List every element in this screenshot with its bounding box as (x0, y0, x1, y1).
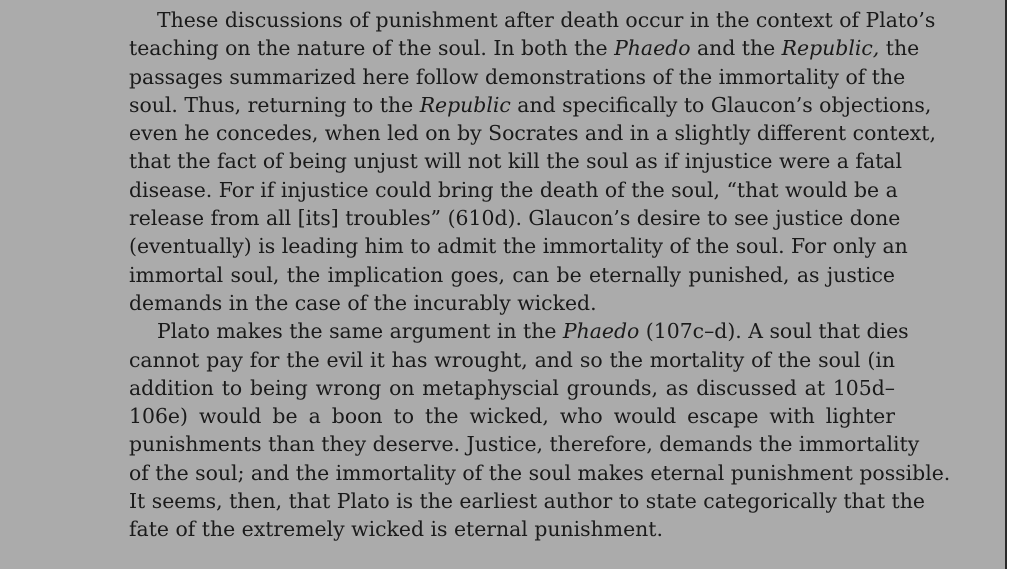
text-segment: soul. Thus, returning to the (129, 92, 420, 117)
text-segment: immortal soul, the implication goes, can be eternally punished, as justice (129, 262, 895, 287)
text-segment: the (879, 36, 920, 61)
text-segment: and the (690, 36, 782, 61)
text-line (129, 261, 895, 289)
italic-title: Republic (419, 92, 511, 117)
text-segment: cannot pay for the evil it has wrought, and so the mortality of the soul (in (129, 347, 895, 372)
text-line (129, 430, 920, 458)
text-segment: Plato makes the same argument in the (157, 319, 563, 344)
text-line (129, 176, 898, 204)
text-line (129, 487, 925, 515)
text-segment: It seems, then, that Plato is the earliest author to state categorically that the (129, 489, 925, 514)
text-line (129, 232, 908, 260)
italic-title: Republic, (781, 36, 880, 61)
text-line (129, 204, 901, 232)
text-line (129, 317, 909, 345)
italic-title: Phaedo (562, 319, 640, 344)
body-text (129, 6, 951, 544)
page-edge-divider (1005, 0, 1007, 569)
text-segment: (eventually) is leading him to admit the immortality of the soul. For only an (129, 234, 908, 259)
text-line (129, 402, 895, 430)
text-segment: disease. For if injustice could bring the death of the soul, “that would be a (129, 177, 898, 202)
text-line (129, 91, 932, 119)
paragraph-1 (129, 6, 936, 317)
text-segment: addition to being wrong on metaphyscial grounds, as discussed at 105d– (129, 375, 895, 400)
italic-title: Phaedo (614, 36, 691, 61)
paragraph-2 (129, 317, 951, 543)
text-line (129, 515, 895, 543)
text-segment: passages summarized here follow demonstrations of the immortality of the (129, 64, 906, 89)
text-line (129, 289, 895, 317)
text-line (129, 346, 895, 374)
text-line (129, 63, 906, 91)
text-segment: release from all [its] troubles” (610d). Glaucon’s desire to see justice done (129, 206, 901, 231)
text-line (129, 459, 951, 487)
text-segment: even he concedes, when led on by Socrates and in a slightly different context, (129, 121, 936, 146)
text-line (129, 34, 920, 62)
text-line (129, 374, 895, 402)
text-segment: fate of the extremely wicked is eternal punishment. (129, 517, 663, 542)
text-segment: 106e) would be a boon to the wicked, who would escape with lighter (129, 404, 895, 429)
text-segment: teaching on the nature of the soul. In both the (129, 36, 615, 61)
text-line (129, 147, 902, 175)
text-segment: demands in the case of the incurably wicked. (129, 290, 597, 315)
text-line (129, 119, 936, 147)
text-segment: that the fact of being unjust will not kill the soul as if injustice were a fatal (129, 149, 902, 174)
text-segment: punishments than they deserve. Justice, therefore, demands the immortality (129, 432, 920, 457)
text-segment: (107c–d). A soul that dies (639, 319, 909, 344)
text-segment: and specifically to Glaucon’s objections, (510, 92, 932, 117)
text-line (129, 6, 936, 34)
text-segment: of the soul; and the immortality of the soul makes eternal punishment possible. (129, 460, 951, 485)
text-segment: These discussions of punishment after death occur in the context of Plato’s (157, 8, 936, 32)
